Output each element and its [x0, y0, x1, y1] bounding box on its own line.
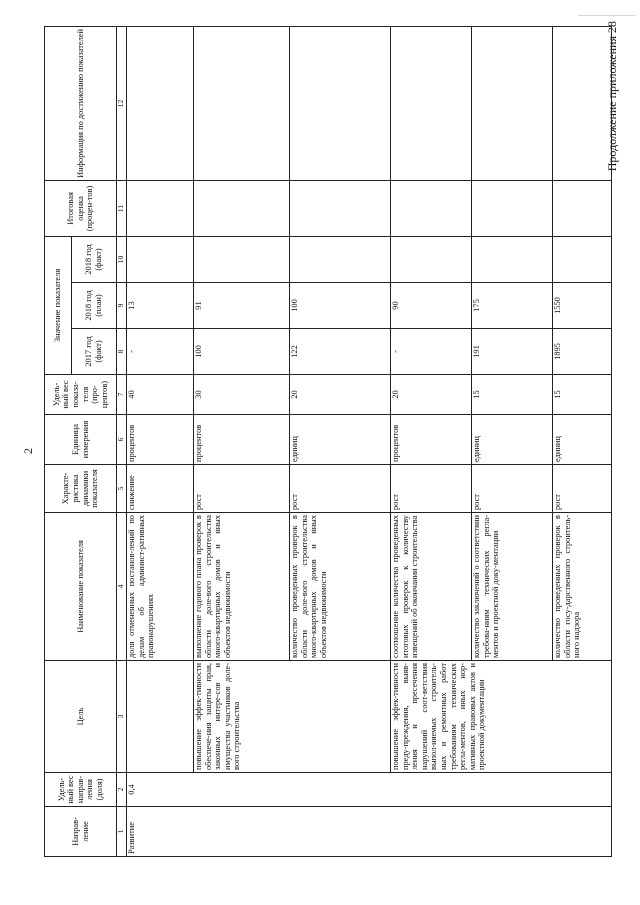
goal-cell: повышение эффек-тивности обеспече-ния защиты прав, законных интере-сов и имущества участников доле-вого строительства: [194, 661, 391, 773]
header-info: Информация по достижению показателей: [45, 26, 117, 180]
header-dynamics: Характе-ристика динамики показателя: [45, 465, 117, 513]
header-direction-weight: Удель-ный вес направ-ления (доля): [45, 773, 117, 807]
unit-cell: процентов: [391, 415, 472, 465]
column-number: 12: [117, 26, 127, 180]
unit-cell: единиц: [553, 415, 612, 465]
info-cell: [391, 26, 472, 180]
column-number: 1: [117, 807, 127, 857]
value-2018-plan-cell: 175: [472, 283, 553, 329]
goal-cell: повышение эффек-тивности преду-преждения, выяв-ления и пресечения нарушений соот-ветствия выпол-няемых строитель-ных и ремонтных работ требованиям технических регла-ментов, иных нор-мативных правовых актов и проектной документации: [391, 661, 612, 773]
value-2018-fact-cell: [194, 236, 290, 282]
column-number: 4: [117, 513, 127, 661]
column-number: 11: [117, 180, 127, 236]
indicator-name-cell: количество проведенных проверок в области госу-дарственного строитель-ного надзора: [553, 513, 612, 661]
value-2018-fact-cell: [472, 236, 553, 282]
total-cell: [127, 180, 194, 236]
total-cell: [290, 180, 391, 236]
value-2018-plan-cell: 13: [127, 283, 194, 329]
total-cell: [391, 180, 472, 236]
direction-cell: Развитие: [127, 807, 612, 857]
header-unit: Единица измерения: [45, 415, 117, 465]
header-2017-fact: 2017 год (факт): [72, 329, 117, 375]
info-cell: [290, 26, 391, 180]
dynamics-cell: снижение: [127, 465, 194, 513]
info-cell: [194, 26, 290, 180]
indicator-name-cell: количество проведенных проверок в области доле-вого строительства много-квартирных домов и иных объектов недвижимости: [290, 513, 391, 661]
indicator-weight-cell: 15: [553, 375, 612, 415]
appendix-caption: Продолжение приложения 28: [605, 21, 619, 172]
total-cell: [553, 180, 612, 236]
value-2018-fact-cell: [290, 236, 391, 282]
info-cell: [472, 26, 553, 180]
value-2018-fact-cell: [553, 236, 612, 282]
dynamics-cell: рост: [553, 465, 612, 513]
value-2018-plan-cell: 100: [290, 283, 391, 329]
value-2017-cell: 122: [290, 329, 391, 375]
unit-cell: процентов: [194, 415, 290, 465]
dynamics-cell: рост: [194, 465, 290, 513]
column-number: 7: [117, 375, 127, 415]
value-2018-plan-cell: 1550: [553, 283, 612, 329]
header-indicator-weight: Удель-ный вес показа-теля (про-центов): [45, 375, 117, 415]
indicator-weight-cell: 30: [194, 375, 290, 415]
header-total: Итоговая оценка (процен-тов): [45, 180, 117, 236]
column-number: 10: [117, 236, 127, 282]
value-2018-plan-cell: 90: [391, 283, 472, 329]
goal-cell-empty: [127, 661, 194, 773]
column-number: 9: [117, 283, 127, 329]
indicator-name-cell: количество заключений о соответствии требова-ниям технических регла-ментов и проектной доку-ментации: [472, 513, 553, 661]
value-2017-cell: -: [391, 329, 472, 375]
table-row: [391, 26, 472, 856]
header-indicator-name: Наименование показателя: [45, 513, 117, 661]
dynamics-cell: рост: [290, 465, 391, 513]
value-2017-cell: 100: [194, 329, 290, 375]
header-2018-fact: 2018 год (факт): [72, 236, 117, 282]
indicator-name-cell: выполнение годового плана проверок в области доле-вого строительства много-квартирных домов и иных объектов недвижимости: [194, 513, 290, 661]
indicator-weight-cell: 15: [472, 375, 553, 415]
indicators-table: [44, 26, 612, 857]
value-2018-plan-cell: 91: [194, 283, 290, 329]
indicator-weight-cell: 20: [290, 375, 391, 415]
unit-cell: единиц: [472, 415, 553, 465]
unit-cell: единиц: [290, 415, 391, 465]
dynamics-cell: рост: [391, 465, 472, 513]
value-2017-cell: 1895: [553, 329, 612, 375]
unit-cell: процентов: [127, 415, 194, 465]
header-values-group: Значение показателя: [45, 236, 72, 374]
table-row: [194, 26, 290, 856]
column-number: 6: [117, 415, 127, 465]
total-cell: [472, 180, 553, 236]
column-number: 5: [117, 465, 127, 513]
header-direction: Направ-ление: [45, 807, 117, 857]
indicator-name-cell: доля отмененных постанов-лений по делам об админист-ративных правонарушениях: [127, 513, 194, 661]
page-number: 2: [21, 448, 35, 454]
info-cell: [127, 26, 194, 180]
column-number: 8: [117, 329, 127, 375]
direction-weight-cell: 0,4: [127, 773, 612, 807]
value-2018-fact-cell: [391, 236, 472, 282]
value-2017-cell: -: [127, 329, 194, 375]
value-2018-fact-cell: [127, 236, 194, 282]
info-cell: [553, 26, 612, 180]
header-goal: Цель: [45, 661, 117, 773]
dynamics-cell: рост: [472, 465, 553, 513]
indicator-weight-cell: 40: [127, 375, 194, 415]
indicator-weight-cell: 20: [391, 375, 472, 415]
column-number: 3: [117, 661, 127, 773]
table-row: [127, 26, 194, 856]
header-2018-plan: 2018 год (план): [72, 283, 117, 329]
total-cell: [194, 180, 290, 236]
indicator-name-cell: соотношение количества проведенных итоговых проверок к количеству извещений об окончании строительства: [391, 513, 472, 661]
column-number: 2: [117, 773, 127, 807]
value-2017-cell: 191: [472, 329, 553, 375]
